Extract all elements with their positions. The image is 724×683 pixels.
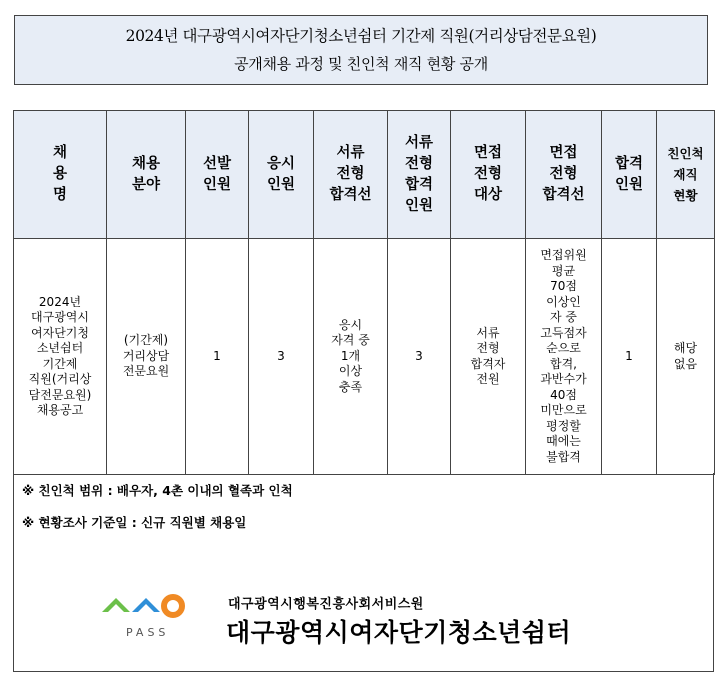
recruitment-table [13,110,715,475]
cell-applicant-count: 3 [249,239,314,475]
note-relatives-scope: ※ 친인척 범위 : 배우자, 4촌 이내의 혈족과 인척 [22,483,293,498]
table-row [14,239,715,475]
header-document-cutoff: 서류 전형 합격선 [314,111,388,239]
cell-field: (기간제) 거리상담 전문요원 [107,239,186,475]
header-applicant-count: 응시 인원 [249,111,314,239]
header-pass-count: 합격 인원 [602,111,657,239]
page-title: 2024년 대구광역시여자단기청소년쉼터 기간제 직원(거리상담전문요원) [125,27,597,45]
header-selection-count: 선발 인원 [186,111,249,239]
cell-document-cutoff: 응시 자격 중 1개 이상 충족 [314,239,388,475]
header-field: 채용 분야 [107,111,186,239]
cell-interview-cutoff: 면접위원 평균 70점 이상인 자 중 고득점자 순으로 합격, 과반수가 40점 미만으로 평정할 때에는 불합격 [526,239,602,475]
header-interview-cutoff: 면접 전형 합격선 [526,111,602,239]
header-document-pass-count: 서류 전형 합격 인원 [388,111,451,239]
cell-pass-count: 1 [602,239,657,475]
org-name: 대구광역시여자단기청소년쉼터 [226,618,572,647]
cell-recruitment-name: 2024년 대구광역시 여자단기청 소년쉼터 기간제 직원(거리상 담전문요원) 채용공고 [14,239,107,475]
org-parent-name: 대구광역시행복진흥사회서비스원 [228,597,424,612]
pass-logo-icon [100,582,190,626]
table-header-row [14,111,715,239]
header-interview-target: 면접 전형 대상 [451,111,526,239]
pass-logo-text: PASS [126,626,170,639]
cell-selection-count: 1 [186,239,249,475]
cell-document-pass-count: 3 [388,239,451,475]
header-recruitment-name: 채 용 명 [14,111,107,239]
cell-interview-target: 서류 전형 합격자 전원 [451,239,526,475]
page-subtitle: 공개채용 과정 및 친인척 재직 현황 공개 [234,55,488,73]
header-relatives-status: 친인척 재직 현황 [657,111,715,239]
title-box [14,15,708,85]
note-survey-date: ※ 현황조사 기준일 : 신규 직원별 채용일 [22,515,247,530]
cell-relatives-status: 해당 없음 [657,239,715,475]
